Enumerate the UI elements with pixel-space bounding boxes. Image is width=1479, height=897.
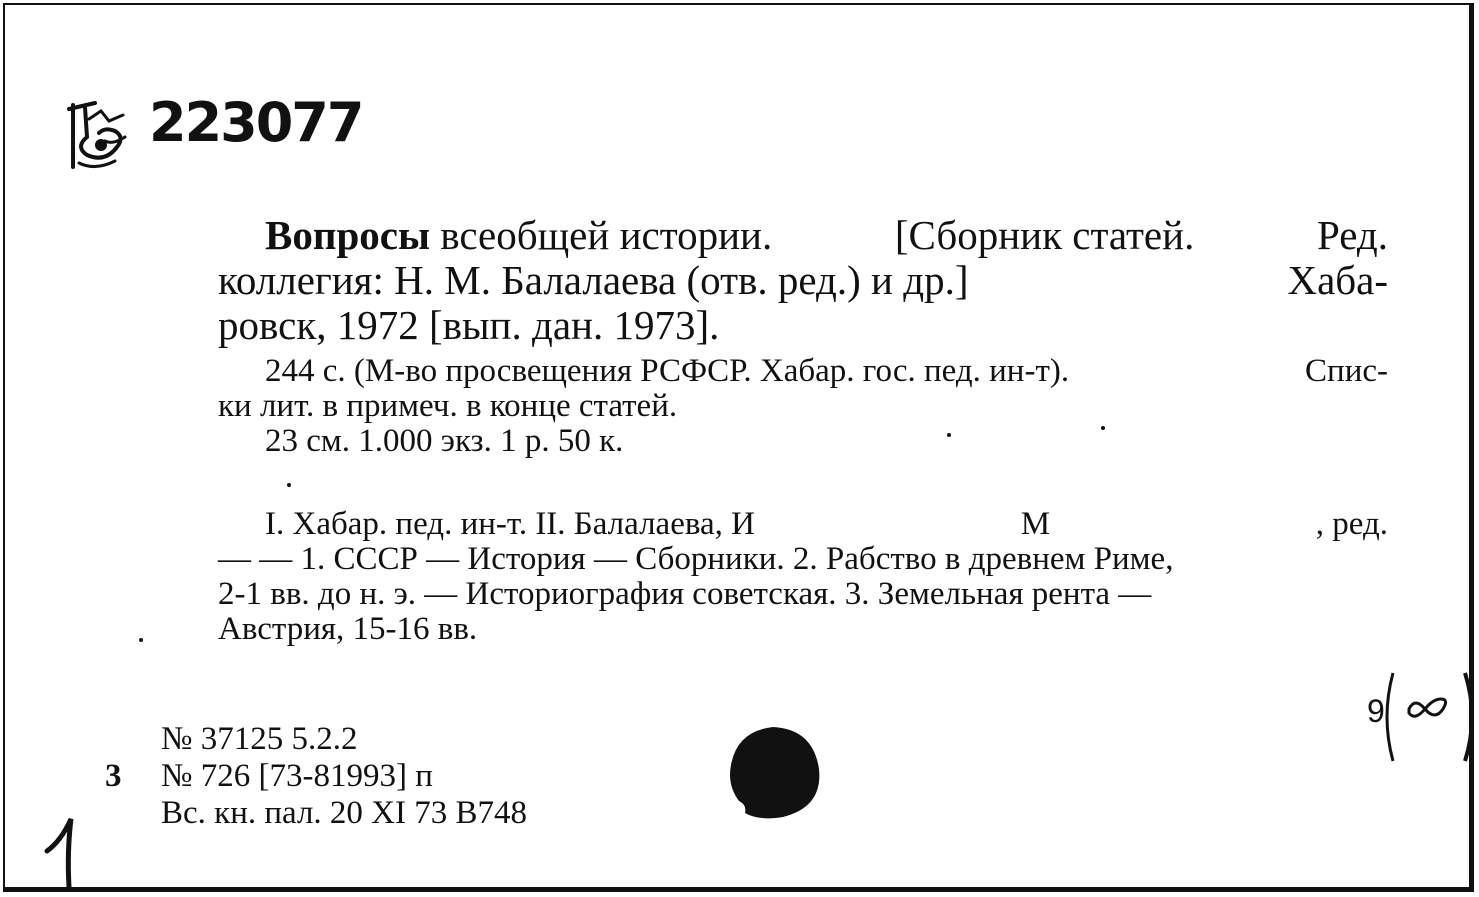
footer-row-3: Вс. кн. пал. 20 XI 73 В748 (161, 795, 527, 831)
footer-prefix: 3 (105, 758, 122, 794)
collation-line1-start: 244 с. (М-во просвещения РСФСР. Хабар. гос. пед. ин-т). (265, 353, 1070, 389)
catalog-card (3, 3, 1474, 892)
title-main-rest: всеобщей истории. (440, 212, 773, 258)
handwritten-number-one-icon (43, 811, 93, 891)
card-footer (105, 721, 527, 832)
stamp-number: 223077 (149, 91, 363, 154)
title-line2-start: коллегия: Н. М. Балалаева (отв. ред.) и др.] (218, 257, 969, 303)
title-line-1 (218, 213, 1388, 258)
classification-digit: 9 (1367, 693, 1385, 729)
speck-1 (1101, 426, 1105, 430)
title-main-bold: Вопросы (265, 212, 430, 258)
tracings-line-2: — — 1. СССР — История — Сборники. 2. Рабство в древнем Риме, (218, 541, 1174, 577)
title-bracket-start: [Сборник статей. (894, 212, 1195, 258)
tracings-line-3: 2-1 вв. до н. э. — Историография советская. 3. Земельная рента — (218, 576, 1152, 612)
speck-3 (287, 483, 291, 487)
title-line2-end: Хаба- (1287, 257, 1388, 303)
tracings-line1-a: I. Хабар. пед. ин-т. II. Балалаева, И (265, 506, 755, 542)
tracings-line1-c: , ред. (1315, 506, 1388, 542)
title-line-3: ровск, 1972 [вып. дан. 1973]. (218, 302, 720, 348)
footer-row-1: № 37125 5.2.2 (161, 721, 358, 757)
collation-line-1 (218, 354, 1388, 389)
collation-line1-end: Спис- (1305, 353, 1388, 389)
title-line1-end: Ред. (1316, 212, 1388, 258)
collation-line-3: 23 см. 1.000 экз. 1 р. 50 к. (265, 423, 624, 459)
title-line-2 (218, 258, 1388, 303)
tracings-line-1 (218, 507, 1388, 542)
classification-mark (1367, 669, 1477, 769)
tracings-line1-b: М (1020, 506, 1051, 542)
collation-line-2: ки лит. в примеч. в конце статей. (218, 388, 678, 424)
footer-row-2: 3 № 726 [73-81993] п (105, 758, 433, 794)
ink-blot-icon (725, 725, 823, 821)
library-stamp-icon (65, 97, 137, 175)
speck-4 (139, 638, 143, 642)
card-body (218, 213, 1388, 647)
tracings-line-4: Австрия, 15-16 вв. (218, 611, 478, 647)
speck-2 (947, 433, 951, 437)
handwritten-infinity-mark-icon (1379, 669, 1475, 765)
